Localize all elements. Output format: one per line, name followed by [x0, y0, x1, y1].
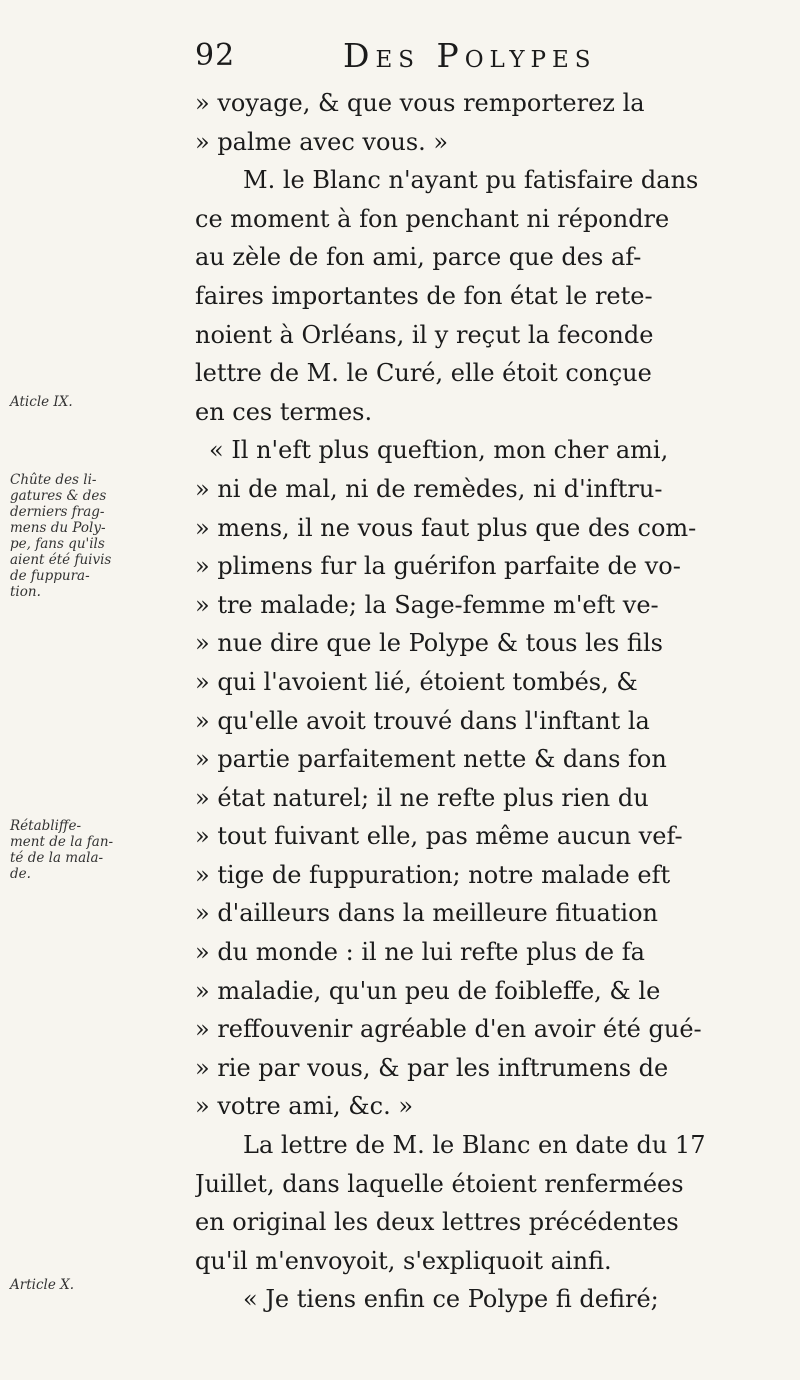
text-line: » qu'elle avoit trouvé dans l'inftant la [195, 706, 650, 735]
text-line: lettre de M. le Curé, elle étoit conçue [195, 359, 652, 388]
page-number: 92 [195, 38, 236, 73]
text-line: Juillet, dans laquelle étoient renfermées [195, 1169, 684, 1198]
margin-note-line: pe, fans qu'ils [10, 536, 105, 552]
margin-note-line: de fuppura- [10, 568, 90, 584]
margin-note-line: Rétabliffe- [10, 818, 82, 834]
text-line: » qui l'avoient lié, étoient tombés, & [195, 667, 638, 696]
text-line: » tout fuivant elle, pas même aucun vef- [195, 822, 683, 851]
text-line: qu'il m'envoyoit, s'expliquoit ainfi. [195, 1246, 612, 1275]
text-line: « Je tiens enfin ce Polype fi defiré; [243, 1285, 659, 1314]
body-text [195, 84, 760, 1319]
text-line: » palme avec vous. » [195, 127, 449, 156]
margin-note-line: ment de la fan- [10, 834, 114, 850]
text-line: » reffouvenir agréable d'en avoir été gué- [195, 1015, 702, 1044]
text-line: » d'ailleurs dans la meilleure fituation [195, 899, 658, 928]
text-line: faires importantes de fon état le rete- [195, 281, 653, 310]
margin-note-line: tion. [10, 584, 41, 600]
text-line: La lettre de M. le Blanc en date du 17 [243, 1131, 706, 1160]
text-line: ce moment à fon penchant ni répondre [195, 204, 670, 233]
text-line: » voyage, & que vous remporterez la [195, 89, 645, 117]
margin-note-line: derniers frag- [10, 504, 105, 520]
margin-note-article-ix [10, 394, 130, 410]
margin-note-line: té de la mala- [10, 850, 104, 866]
text-line: « Il n'eft plus queftion, mon cher ami, [209, 436, 669, 465]
text-line: en original les deux lettres précédentes [195, 1208, 679, 1237]
text-line: noient à Orléans, il y reçut la feconde [195, 320, 654, 349]
text-line: » du monde : il ne lui refte plus de fa [195, 938, 645, 967]
running-title: Des Polypes [343, 36, 597, 75]
margin-note-line: Chûte des li- [10, 472, 97, 488]
text-line: en ces termes. [195, 397, 373, 426]
margin-note-line: mens du Poly- [10, 520, 106, 536]
text-line: » tige de fuppuration; notre malade eft [195, 860, 671, 889]
margin-note-line: gatures & des [10, 488, 107, 504]
text-line: » votre ami, &c. » [195, 1092, 414, 1121]
margin-note-retablissement [10, 818, 130, 882]
text-line: » tre malade; la Sage-femme m'eft ve- [195, 590, 659, 619]
text-line: » rie par vous, & par les inftrumens de [195, 1053, 669, 1082]
margin-note-article-x [10, 1277, 130, 1293]
page-header [195, 38, 715, 88]
text-line: M. le Blanc n'ayant pu fatisfaire dans [243, 166, 699, 195]
text-line: » maladie, qu'un peu de foibleffe, & le [195, 976, 661, 1005]
margin-note-line: de. [10, 866, 31, 882]
margin-note-chute [10, 472, 130, 600]
text-line: » partie parfaitement nette & dans fon [195, 745, 667, 774]
margin-note-line: Article X. [10, 1277, 75, 1293]
text-line: » plimens fur la guérifon parfaite de vo- [195, 552, 681, 581]
text-line: au zèle de fon ami, parce que des af- [195, 243, 642, 272]
text-line: » nue dire que le Polype & tous les fils [195, 629, 663, 658]
text-line: » ni de mal, ni de remèdes, ni d'inftru- [195, 474, 663, 503]
text-line: » mens, il ne vous faut plus que des com- [195, 513, 697, 542]
margin-note-line: aient été fuivis [10, 552, 112, 568]
margin-note-line: Aticle IX. [10, 394, 73, 410]
text-line: » état naturel; il ne refte plus rien du [195, 783, 649, 812]
